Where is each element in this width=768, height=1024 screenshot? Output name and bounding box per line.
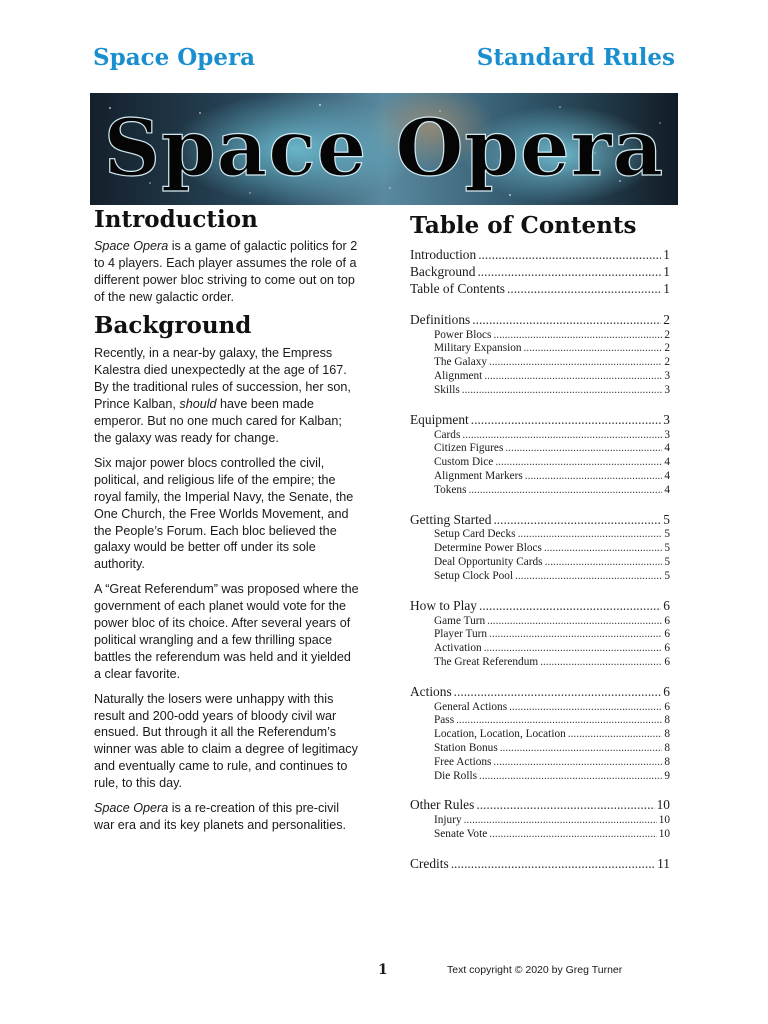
toc-entry-label: Location, Location, Location [434, 728, 566, 741]
game-name: Space Opera [94, 238, 169, 253]
toc-leader-dots [544, 542, 662, 556]
toc-entry-label: Activation [434, 642, 482, 655]
toc-subentry [410, 656, 670, 670]
toc-entry-label: Setup Clock Pool [434, 569, 514, 582]
toc-entry-page: 5 [664, 556, 670, 568]
background-heading: Background [94, 311, 252, 339]
toc-leader-dots [568, 728, 663, 742]
toc-entry-page: 10 [658, 814, 670, 827]
toc-leader-dots [484, 642, 663, 656]
toc-body [410, 247, 670, 873]
toc-subentry [410, 542, 670, 556]
toc-entry-page: 10 [658, 828, 670, 841]
toc-entry-label: The Great Referendum [434, 655, 539, 668]
toc-heading: Table of Contents [410, 212, 637, 239]
toc-entry [410, 512, 670, 529]
toc-entry-page: 3 [663, 411, 670, 427]
game-name: Space Opera [94, 801, 169, 816]
toc-entry-page: 5 [664, 569, 670, 582]
toc-entry-page: 4 [664, 456, 670, 469]
toc-entry-page: 1 [663, 263, 670, 279]
toc-leader-dots [451, 856, 655, 873]
toc-entry-label: The Galaxy [434, 356, 488, 369]
toc-leader-dots [540, 656, 662, 670]
toc-leader-dots [479, 770, 662, 784]
toc-entry-label: Equipment [410, 411, 469, 427]
toc-entry-label: Pass [434, 714, 455, 727]
toc-entry-label: Military Expansion [434, 342, 522, 355]
toc-entry [410, 247, 670, 264]
toc-subentry [410, 484, 670, 498]
background-paragraph-2: Six major power blocs controlled the civil, political, and religious life of the empire; the royal family, the Imperial Navy, the Senate, the One Church, the Free Worlds Movement, and the People’s Forum. Each bloc believed the galaxy would be better off under its sole authority. [94, 455, 354, 572]
toc-entry-page: 3 [664, 428, 670, 441]
toc-entry-label: Die Rolls [434, 769, 477, 782]
toc-subentry [410, 742, 670, 756]
toc-leader-dots [493, 512, 661, 529]
toc-leader-dots [505, 442, 662, 456]
toc-subentry [410, 728, 670, 742]
toc-subentry [410, 456, 670, 470]
toc-subentry [410, 528, 670, 542]
toc-subentry [410, 615, 670, 629]
toc-leader-dots [500, 742, 663, 756]
table-of-contents [410, 212, 670, 887]
background-text-1a: Recently, in a near-by galaxy, the Empress Kalestra died unexpectedly at the age of 167. By the traditional rules of succession, her son, Prince Kalban, [94, 346, 351, 412]
toc-entry-label: Other Rules [410, 797, 475, 813]
toc-leader-dots [462, 384, 663, 398]
left-column [94, 206, 360, 842]
toc-entry-label: Injury [434, 814, 462, 827]
toc-entry [410, 412, 670, 429]
toc-subentry [410, 370, 670, 384]
toc-leader-dots [462, 429, 662, 443]
toc-subentry [410, 384, 670, 398]
toc-subentry [410, 570, 670, 584]
toc-subentry [410, 756, 670, 770]
toc-leader-dots [456, 714, 662, 728]
toc-leader-dots [471, 412, 662, 429]
toc-entry [410, 797, 670, 814]
toc-leader-dots [454, 684, 662, 701]
toc-leader-dots [477, 264, 661, 281]
toc-entry-page: 10 [656, 797, 670, 813]
toc-leader-dots [478, 247, 661, 264]
banner-title: Space Opera [103, 103, 665, 194]
toc-entry-label: Skills [434, 383, 460, 396]
toc-subentry [410, 356, 670, 370]
toc-entry-label: Tokens [434, 483, 467, 496]
toc-section [410, 247, 670, 298]
toc-subentry [410, 770, 670, 784]
toc-section [410, 312, 670, 398]
toc-entry-label: General Actions [434, 700, 508, 713]
toc-subentry [410, 828, 670, 842]
toc-entry-page: 9 [664, 769, 670, 782]
toc-entry-page: 4 [664, 483, 670, 496]
toc-entry-page: 5 [664, 542, 670, 555]
page-number: 1 [378, 962, 388, 978]
introduction-heading: Introduction [94, 206, 258, 233]
toc-entry-label: Alignment [434, 370, 483, 383]
toc-entry-label: Background [410, 263, 476, 279]
toc-leader-dots [493, 756, 662, 770]
background-paragraph-1 [94, 345, 360, 446]
toc-leader-dots [476, 797, 654, 814]
toc-entry-page: 6 [664, 614, 670, 627]
toc-entry-label: Credits [410, 855, 449, 871]
introduction-text: is a game of galactic politics for 2 to 4 players. Each player assumes the role of a different power bloc striving to come out on top of the new galactic order. [94, 238, 358, 304]
toc-subentry [410, 470, 670, 484]
toc-leader-dots [518, 528, 663, 542]
toc-leader-dots [509, 701, 662, 715]
toc-section [410, 856, 670, 873]
toc-section [410, 598, 670, 670]
toc-subentry [410, 442, 670, 456]
toc-leader-dots [484, 370, 662, 384]
background-paragraph-3: A “Great Referendum” was proposed where the government of each planet would vote for the power bloc of its choice. After several years of political wrangling and a few thrilling space battles the referendum was held and it yielded a clear favorite. [94, 582, 359, 681]
toc-entry-page: 5 [664, 528, 670, 541]
toc-leader-dots [489, 828, 656, 842]
toc-entry-page: 6 [663, 683, 670, 699]
toc-leader-dots [495, 456, 662, 470]
toc-entry-label: Setup Card Decks [434, 528, 516, 541]
toc-entry-page: 3 [664, 370, 670, 383]
toc-entry-page: 6 [664, 655, 670, 668]
toc-entry-page: 6 [664, 700, 670, 713]
toc-entry-label: How to Play [410, 597, 477, 613]
toc-leader-dots [507, 281, 661, 298]
toc-subentry [410, 556, 670, 570]
toc-leader-dots [464, 814, 657, 828]
toc-leader-dots [489, 356, 662, 370]
toc-entry-label: Alignment Markers [434, 469, 523, 482]
toc-entry-page: 2 [664, 356, 670, 369]
toc-entry-page: 3 [664, 383, 670, 396]
banner-starfield [90, 93, 678, 205]
background-emphasis: should [179, 397, 217, 412]
toc-subentry [410, 628, 670, 642]
toc-entry [410, 684, 670, 701]
toc-subentry [410, 701, 670, 715]
toc-entry-page: 11 [657, 855, 670, 871]
toc-entry [410, 281, 670, 298]
toc-entry [410, 856, 670, 873]
toc-entry-page: 8 [664, 714, 670, 727]
toc-section [410, 412, 670, 498]
toc-entry-page: 4 [664, 442, 670, 455]
toc-entry-page: 2 [664, 328, 670, 341]
toc-subentry [410, 329, 670, 343]
toc-entry-label: Senate Vote [434, 828, 488, 841]
toc-entry-page: 6 [664, 642, 670, 655]
toc-section [410, 797, 670, 842]
toc-entry-label: Custom Dice [434, 456, 494, 469]
toc-leader-dots [472, 312, 661, 329]
header-title-right: Standard Rules [476, 44, 675, 71]
toc-subentry [410, 429, 670, 443]
toc-entry-label: Free Actions [434, 755, 492, 768]
toc-leader-dots [545, 556, 663, 570]
toc-entry-page: 8 [664, 728, 670, 741]
toc-entry [410, 264, 670, 281]
toc-leader-dots [493, 329, 662, 343]
background-text-1b: have been made emperor. But no one much cared for Kalban; the galaxy was ready for change. [94, 397, 342, 445]
toc-entry-page: 1 [663, 280, 670, 296]
toc-entry [410, 312, 670, 329]
toc-subentry [410, 814, 670, 828]
toc-entry-label: Deal Opportunity Cards [434, 556, 543, 568]
toc-entry-page: 5 [663, 511, 670, 527]
toc-entry-label: Game Turn [434, 614, 486, 627]
toc-entry-page: 1 [663, 247, 670, 262]
toc-entry-page: 4 [664, 469, 670, 482]
toc-entry [410, 598, 670, 615]
toc-entry-page: 6 [664, 628, 670, 641]
toc-entry-label: Station Bonus [434, 741, 498, 754]
toc-entry-label: Citizen Figures [434, 442, 504, 455]
toc-leader-dots [468, 484, 662, 498]
toc-entry-label: Introduction [410, 247, 477, 262]
toc-subentry [410, 714, 670, 728]
banner-image [90, 93, 678, 205]
toc-leader-dots [487, 615, 662, 629]
toc-entry-page: 2 [663, 311, 670, 327]
toc-leader-dots [479, 598, 661, 615]
toc-subentry [410, 642, 670, 656]
copyright-notice: Text copyright © 2020 by Greg Turner [447, 964, 623, 976]
toc-entry-label: Getting Started [410, 511, 492, 527]
toc-entry-label: Cards [434, 428, 461, 441]
toc-section [410, 512, 670, 584]
background-paragraph-4: Naturally the losers were unhappy with this result and 200-odd years of bloody civil war ensued. But through it all the Referendum’s winner was able to claim a degree of legitimacy and eventually came to rule, and continues to rule, to this day. [94, 691, 358, 791]
toc-entry-page: 8 [664, 755, 670, 768]
toc-entry-page: 8 [664, 741, 670, 754]
toc-leader-dots [525, 470, 663, 484]
toc-entry-label: Determine Power Blocs [434, 542, 542, 555]
background-text-5: is a re-creation of this pre-civil war era and its key planets and personalities. [94, 801, 347, 832]
toc-entry-label: Table of Contents [410, 280, 506, 296]
introduction-paragraph [94, 238, 360, 306]
toc-leader-dots [515, 570, 662, 584]
toc-subentry [410, 342, 670, 356]
toc-entry-label: Player Turn [434, 628, 488, 641]
header-title-left: Space Opera [93, 44, 256, 71]
toc-leader-dots [489, 628, 662, 642]
toc-entry-page: 6 [663, 597, 670, 613]
toc-entry-label: Actions [410, 683, 452, 699]
toc-entry-label: Power Blocs [434, 328, 492, 341]
toc-entry-page: 2 [664, 342, 670, 355]
background-paragraph-5 [94, 800, 360, 834]
toc-entry-label: Definitions [410, 311, 471, 327]
toc-section [410, 684, 670, 784]
toc-leader-dots [524, 342, 663, 356]
